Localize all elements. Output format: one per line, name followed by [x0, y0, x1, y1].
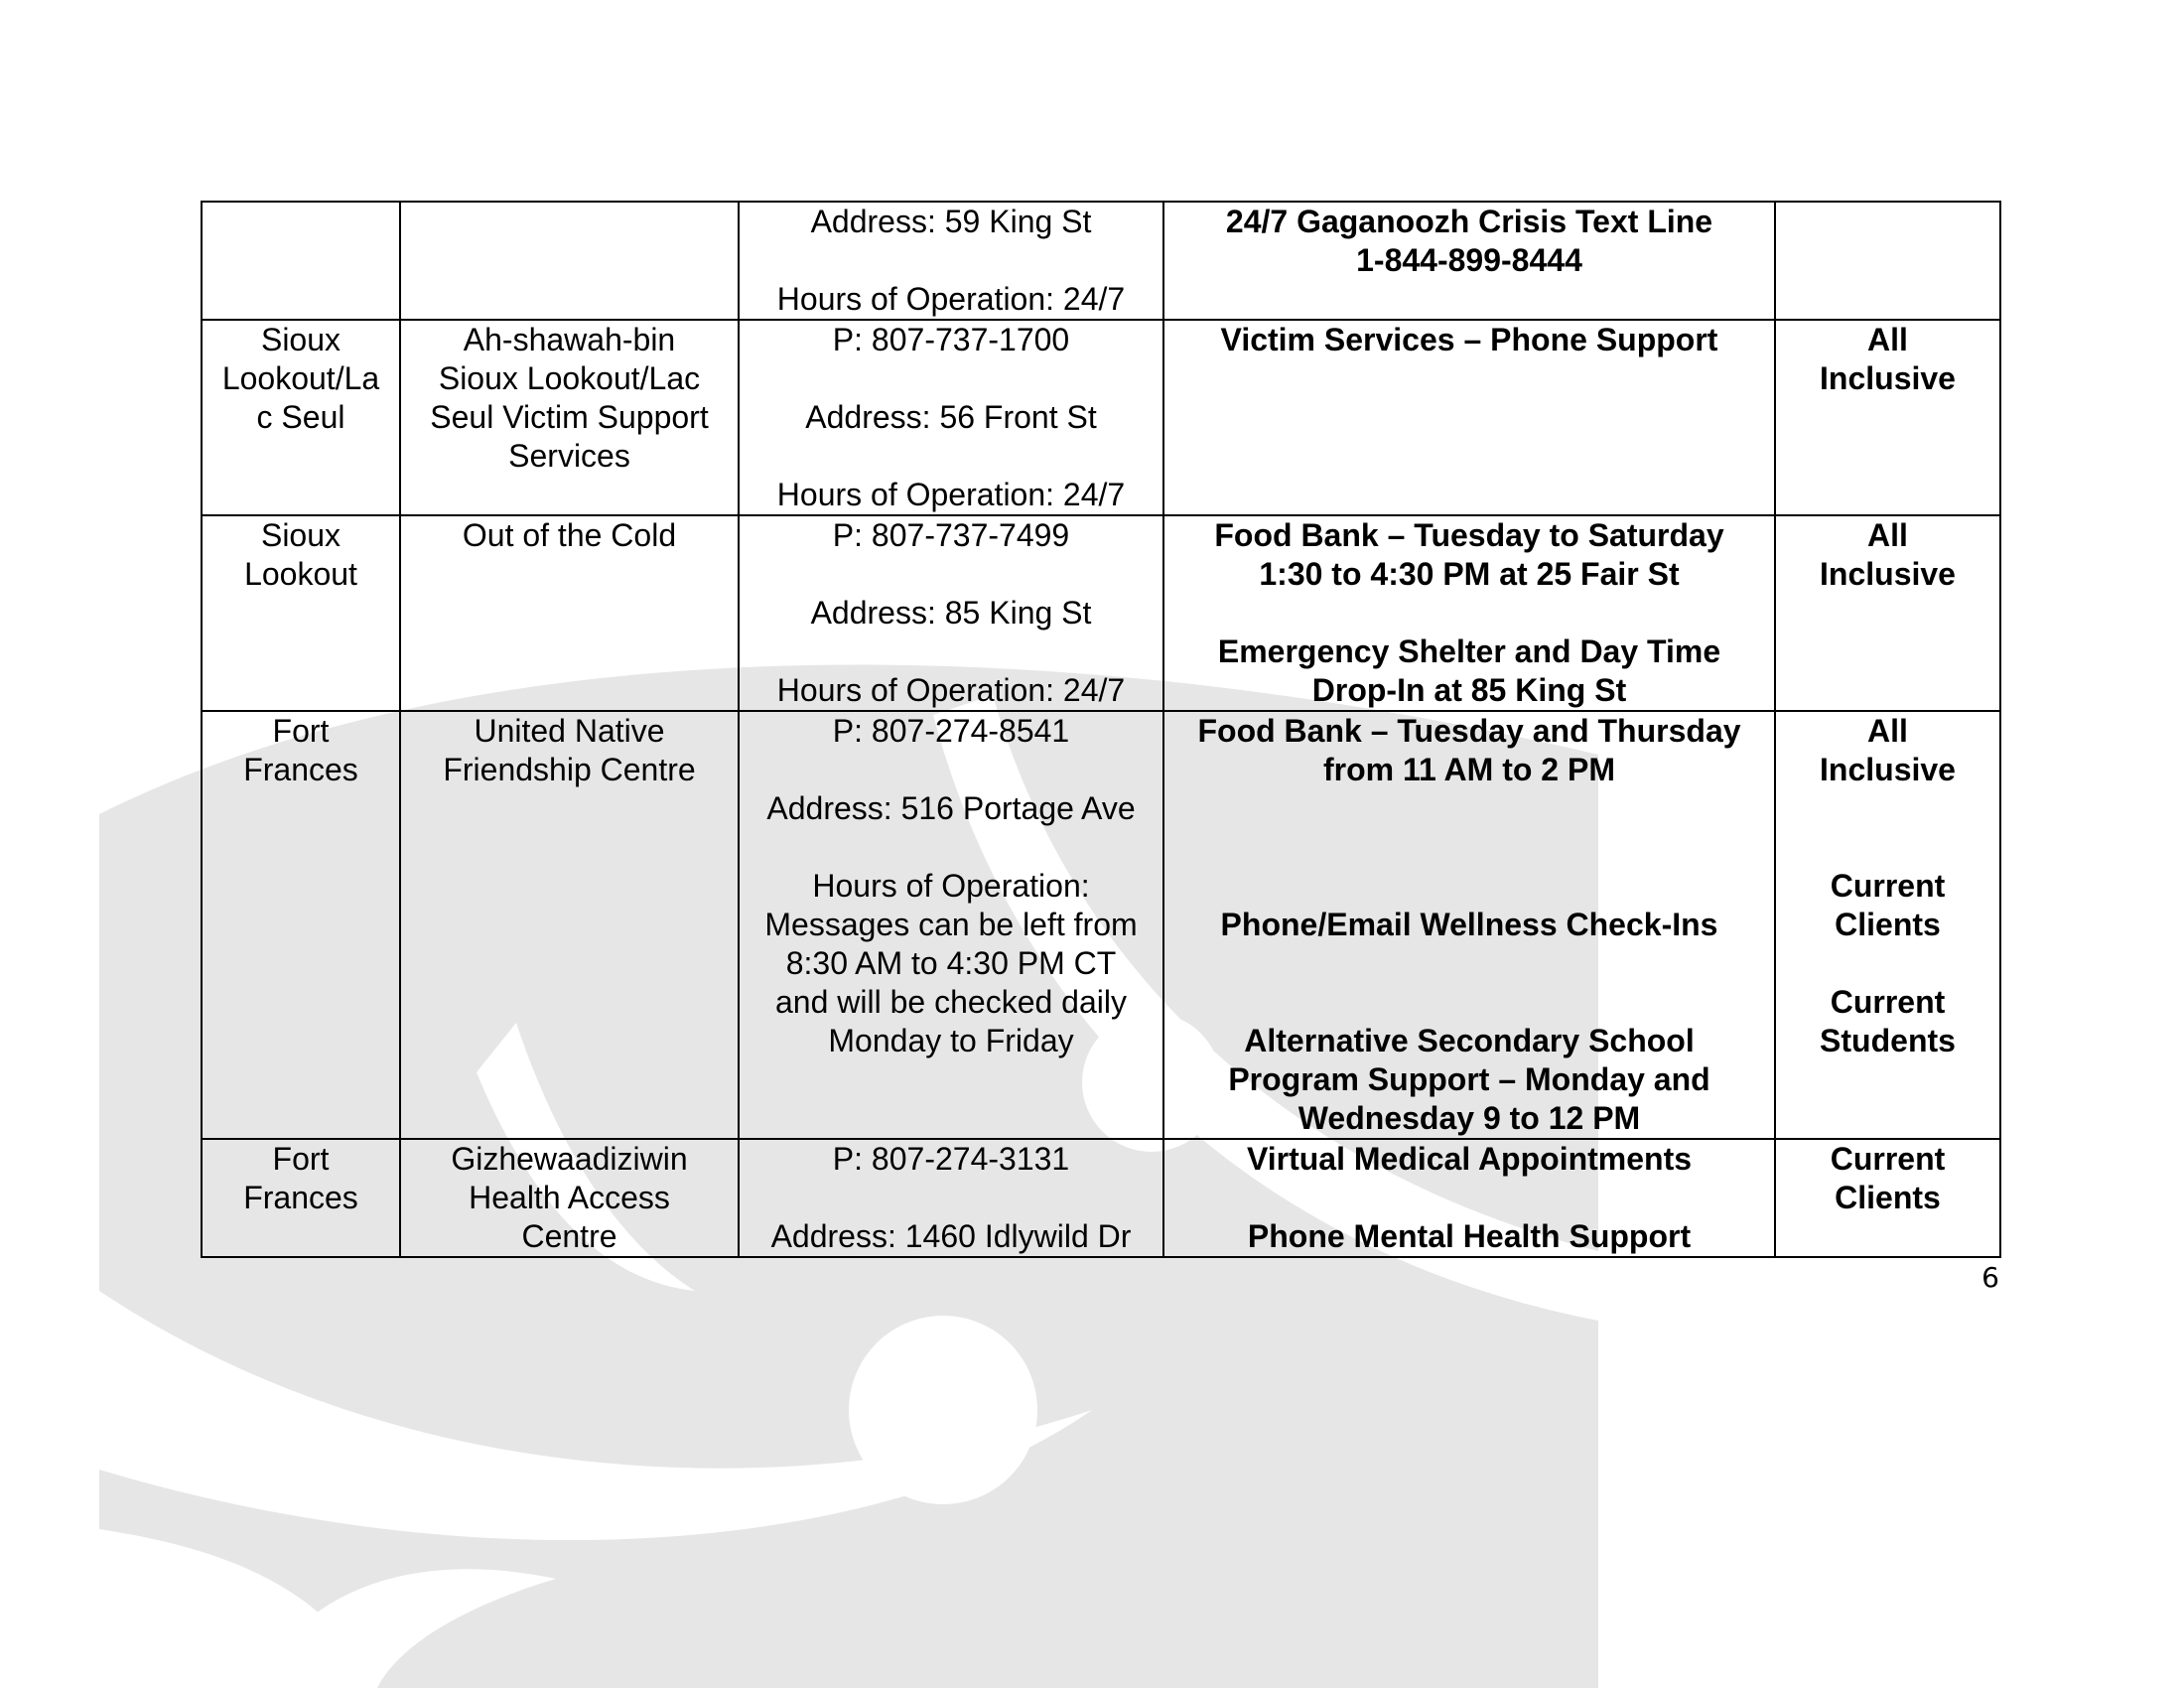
line-gap — [1172, 828, 1766, 867]
cell-line: 1-844-899-8444 — [1356, 242, 1582, 278]
line-gap — [1784, 828, 1991, 867]
cell-line: P: 807-274-8541 — [832, 713, 1070, 749]
cell-line: Food Bank – Tuesday to Saturday — [1214, 517, 1724, 553]
cell-line: Current — [1830, 984, 1946, 1020]
eligibility-cell — [1775, 515, 2000, 711]
contact-cell — [739, 711, 1163, 1139]
cell-line: Current — [1830, 1141, 1946, 1177]
organization-cell — [400, 711, 739, 1139]
cell-line: Lookout/La — [221, 360, 380, 396]
cell-line: Ah-shawah-bin — [463, 322, 676, 357]
cell-line: Sioux — [260, 517, 341, 553]
cell-line: Current — [1830, 868, 1946, 904]
cell-line: Address: 85 King St — [810, 595, 1092, 631]
cell-line: Hours of Operation: 24/7 — [776, 477, 1126, 512]
eligibility-cell — [1775, 202, 2000, 320]
region-cell — [202, 320, 400, 515]
line-gap — [748, 751, 1155, 789]
cell-line: All — [1867, 322, 1908, 357]
line-gap — [1784, 789, 1991, 828]
line-gap — [1172, 594, 1766, 633]
cell-line: Out of the Cold — [462, 517, 677, 553]
table-row — [202, 320, 2000, 515]
cell-line: Frances — [243, 752, 358, 787]
cell-line: Fort — [272, 1141, 330, 1177]
organization-cell — [400, 515, 739, 711]
line-gap — [748, 1179, 1155, 1217]
cell-line: Friendship Centre — [443, 752, 696, 787]
cell-line: Fort — [272, 713, 330, 749]
eligibility-cell — [1775, 320, 2000, 515]
cell-line: Address: 1460 Idlywild Dr — [770, 1218, 1132, 1254]
cell-line: Clients — [1835, 907, 1941, 942]
services-cell — [1163, 1139, 1775, 1257]
cell-line: Program Support – Monday and — [1228, 1061, 1710, 1097]
cell-line: P: 807-737-7499 — [832, 517, 1070, 553]
organization-cell — [400, 1139, 739, 1257]
cell-line: Centre — [521, 1218, 617, 1254]
cell-line: Address: 59 King St — [810, 204, 1092, 239]
organization-cell — [400, 202, 739, 320]
line-gap — [1172, 983, 1766, 1022]
cell-line: P: 807-274-3131 — [832, 1141, 1070, 1177]
cell-line: Health Access — [469, 1180, 670, 1215]
services-table — [201, 201, 2001, 1258]
region-cell — [202, 711, 400, 1139]
cell-line: 24/7 Gaganoozh Crisis Text Line — [1225, 204, 1713, 239]
cell-line: Hours of Operation: 24/7 — [776, 281, 1126, 317]
cell-line: Seul Victim Support — [430, 399, 709, 435]
line-gap — [748, 555, 1155, 594]
cell-line: Hours of Operation: 24/7 — [776, 672, 1126, 708]
line-gap — [1172, 867, 1766, 906]
line-gap — [1784, 944, 1991, 983]
cell-line: 8:30 AM to 4:30 PM CT — [785, 945, 1117, 981]
line-gap — [748, 437, 1155, 476]
cell-line: Emergency Shelter and Day Time — [1217, 633, 1721, 669]
cell-line: P: 807-737-1700 — [832, 322, 1070, 357]
region-cell — [202, 1139, 400, 1257]
cell-line: and will be checked daily — [775, 984, 1127, 1020]
services-cell — [1163, 202, 1775, 320]
table-body — [202, 202, 2000, 1257]
region-cell — [202, 515, 400, 711]
cell-line: Inclusive — [1820, 556, 1956, 592]
line-gap — [1172, 1179, 1766, 1217]
line-gap — [1172, 789, 1766, 828]
cell-line: c Seul — [256, 399, 345, 435]
line-gap — [748, 633, 1155, 671]
cell-line: All — [1867, 517, 1908, 553]
services-cell — [1163, 515, 1775, 711]
cell-line: 1:30 to 4:30 PM at 25 Fair St — [1259, 556, 1680, 592]
contact-cell — [739, 320, 1163, 515]
cell-line: United Native — [474, 713, 665, 749]
region-cell — [202, 202, 400, 320]
cell-line: Lookout — [244, 556, 357, 592]
table-row — [202, 1139, 2000, 1257]
cell-line: Alternative Secondary School — [1244, 1023, 1695, 1058]
table-row — [202, 515, 2000, 711]
table-row — [202, 711, 2000, 1139]
eligibility-cell — [1775, 711, 2000, 1139]
table-row — [202, 202, 2000, 320]
line-gap — [1172, 944, 1766, 983]
line-gap — [748, 359, 1155, 398]
cell-line: Gizhewaadiziwin — [451, 1141, 688, 1177]
cell-line: Messages can be left from — [764, 907, 1138, 942]
cell-line: Address: 56 Front St — [805, 399, 1097, 435]
line-gap — [748, 241, 1155, 280]
cell-line: Inclusive — [1820, 752, 1956, 787]
cell-line: Frances — [243, 1180, 358, 1215]
cell-line: Hours of Operation: — [812, 868, 1090, 904]
cell-line: Drop-In at 85 King St — [1311, 672, 1627, 708]
cell-line: Students — [1820, 1023, 1956, 1058]
contact-cell — [739, 515, 1163, 711]
cell-line: from 11 AM to 2 PM — [1323, 752, 1615, 787]
cell-line: Clients — [1835, 1180, 1941, 1215]
cell-line: Inclusive — [1820, 360, 1956, 396]
cell-line: All — [1867, 713, 1908, 749]
cell-line: Monday to Friday — [828, 1023, 1074, 1058]
services-cell — [1163, 711, 1775, 1139]
cell-line: Food Bank – Tuesday and Thursday — [1197, 713, 1741, 749]
organization-cell — [400, 320, 739, 515]
eligibility-cell — [1775, 1139, 2000, 1257]
contact-cell — [739, 202, 1163, 320]
cell-line: Sioux — [260, 322, 341, 357]
cell-line: Wednesday 9 to 12 PM — [1297, 1100, 1641, 1136]
cell-line: Address: 516 Portage Ave — [766, 790, 1136, 826]
line-gap — [748, 828, 1155, 867]
services-cell — [1163, 320, 1775, 515]
cell-line: Phone/Email Wellness Check-Ins — [1220, 907, 1718, 942]
cell-line: Victim Services – Phone Support — [1220, 322, 1718, 357]
contact-cell — [739, 1139, 1163, 1257]
page-number: 6 — [1981, 1261, 1999, 1294]
cell-line: Phone Mental Health Support — [1247, 1218, 1692, 1254]
cell-line: Services — [508, 438, 630, 474]
cell-line: Virtual Medical Appointments — [1246, 1141, 1693, 1177]
cell-line: Sioux Lookout/Lac — [438, 360, 701, 396]
